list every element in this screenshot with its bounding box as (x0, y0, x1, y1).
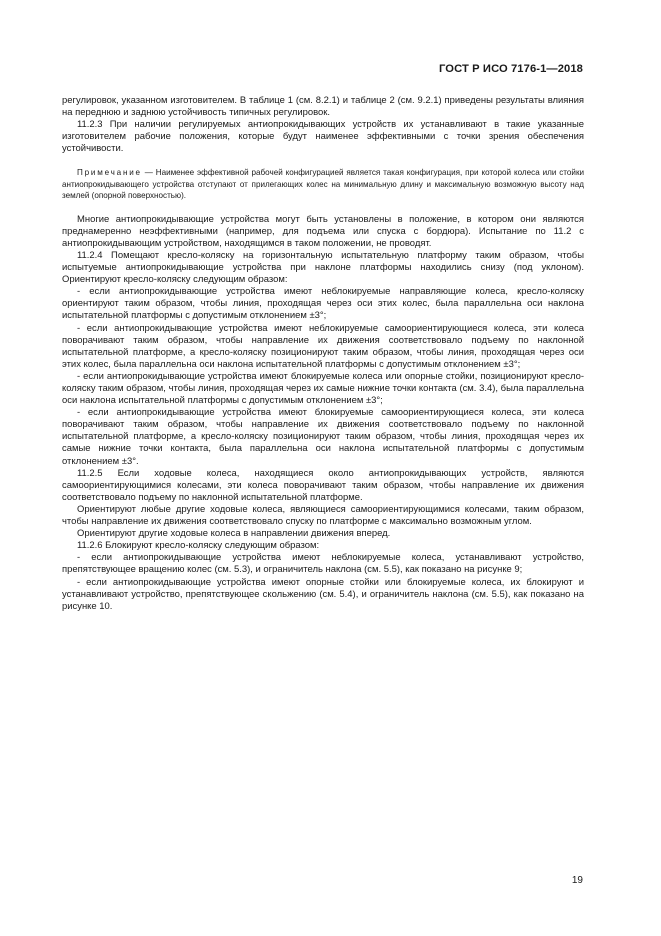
paragraph: Ориентируют любые другие ходовые колеса, являющиеся самоориентирующимися колесами, таким образом, чтобы направление их движения соответствовало спуску по платформе с максимально возможным углом. (62, 503, 584, 528)
paragraph: регулировок, указанном изготовителем. В таблице 1 (см. 8.2.1) и таблице 2 (см. 9.2.1) приведены результаты влияния на переднюю и заднюю устойчивость типичных регулировок. (62, 95, 584, 119)
list-item: - если антиопрокидывающие устройства имеют блокируемые колеса или опорные стойки, позиционируют кресло-коляску таким образом, чтобы линия, проходящая через их самые нижние точки контакта (см. 3.4), была параллельна оси наклона испытательной платформы с допустимым отклонением ±3°; (62, 370, 584, 407)
document-body (62, 95, 584, 613)
paragraph-11-2-5: 11.2.5 Если ходовые колеса, находящиеся около антиопрокидывающих устройств, являются самоориентирующимися колесами, эти колеса поворачивают таким образом, чтобы направление их движения соответствовало подъему по наклонной испытательной платформе. (62, 467, 584, 503)
standard-header: ГОСТ Р ИСО 7176-1—2018 (439, 63, 583, 75)
paragraph-11-2-4: 11.2.4 Помещают кресло-коляску на горизонтальную испытательную платформу таким образом, чтобы испытуемые антиопрокидывающие устройства при наклоне платформы находились снизу (под уклоном). Ориентируют кресло-коляску следующим образом: (62, 249, 584, 286)
note-label: Примечание (77, 168, 142, 178)
list-item: - если антиопрокидывающие устройства имеют неблокируемые самоориентирующиеся колеса, эти колеса поворачивают таким образом, чтобы направление их движения соответствовало подъему по наклонной испытательной платформе, а кресло-коляску позиционируют таким образом, чтобы линия, проходящая через оси этих колес, была параллельна оси наклона испытательной платформы с допустимым отклонением ±3°; (62, 322, 584, 370)
page-number: 19 (571, 875, 583, 886)
list-item: - если антиопрокидывающие устройства имеют блокируемые самоориентирующиеся колеса, эти колеса поворачивают таким образом, чтобы направление их движения соответствовало подъему по наклонной испытательной платформе, а кресло-коляску позиционируют таким образом, чтобы линия, проходящая через их самые нижние точки контакта, была параллельна оси наклона испытательной платформы с допустимым отклонением ±3°. (62, 407, 584, 467)
paragraph: Многие антиопрокидывающие устройства могут быть установлены в положение, в котором они являются преднамеренно неэффективными (например, для подъема или спуска с бордюра). Испытание по 11.2 с антиопрокидывающим устройством, находящимся в таком положении, не проводят. (62, 213, 584, 249)
list-item: - если антиопрокидывающие устройства имеют неблокируемые колеса, устанавливают устройство, препятствующее вращению колес (см. 5.3), и ограничитель наклона (см. 5.5), как показано на рисунке 9; (62, 552, 584, 576)
paragraph-11-2-6: 11.2.6 Блокируют кресло-коляску следующим образом: (77, 540, 320, 552)
list-item: - если антиопрокидывающие устройства имеют неблокируемые направляющие колеса, кресло-коляску ориентируют таким образом, чтобы линия, проходящая через оси этих колес, была параллельна оси наклона испытательной платформы с допустимым отклонением ±3°; (62, 286, 584, 322)
paragraph: Ориентируют другие ходовые колеса в направлении движения вперед. (77, 528, 391, 540)
note-text: — Наименее эффективной рабочей конфигурацией является такая конфигурация, при которой колеса или стойки антиопрокидывающего устройства отступают от прилегающих колес на минимальную длину и максимальную возможную высоту над землей (опорной поверхностью). (62, 168, 584, 201)
list-item: - если антиопрокидывающие устройства имеют опорные стойки или блокируемые колеса, их блокируют и устанавливают устройство, препятствующее скольжению (см. 5.4), и ограничитель наклона (см. 5.5), как показано на рисунке 10. (62, 576, 584, 612)
paragraph-11-2-3: 11.2.3 При наличии регулируемых антиопрокидывающих устройств их устанавливают в такие указанные изготовителем рабочие положения, которые будут наименее эффективными с точки зрения обеспечения устойчивости. (62, 119, 584, 155)
note (62, 167, 584, 201)
